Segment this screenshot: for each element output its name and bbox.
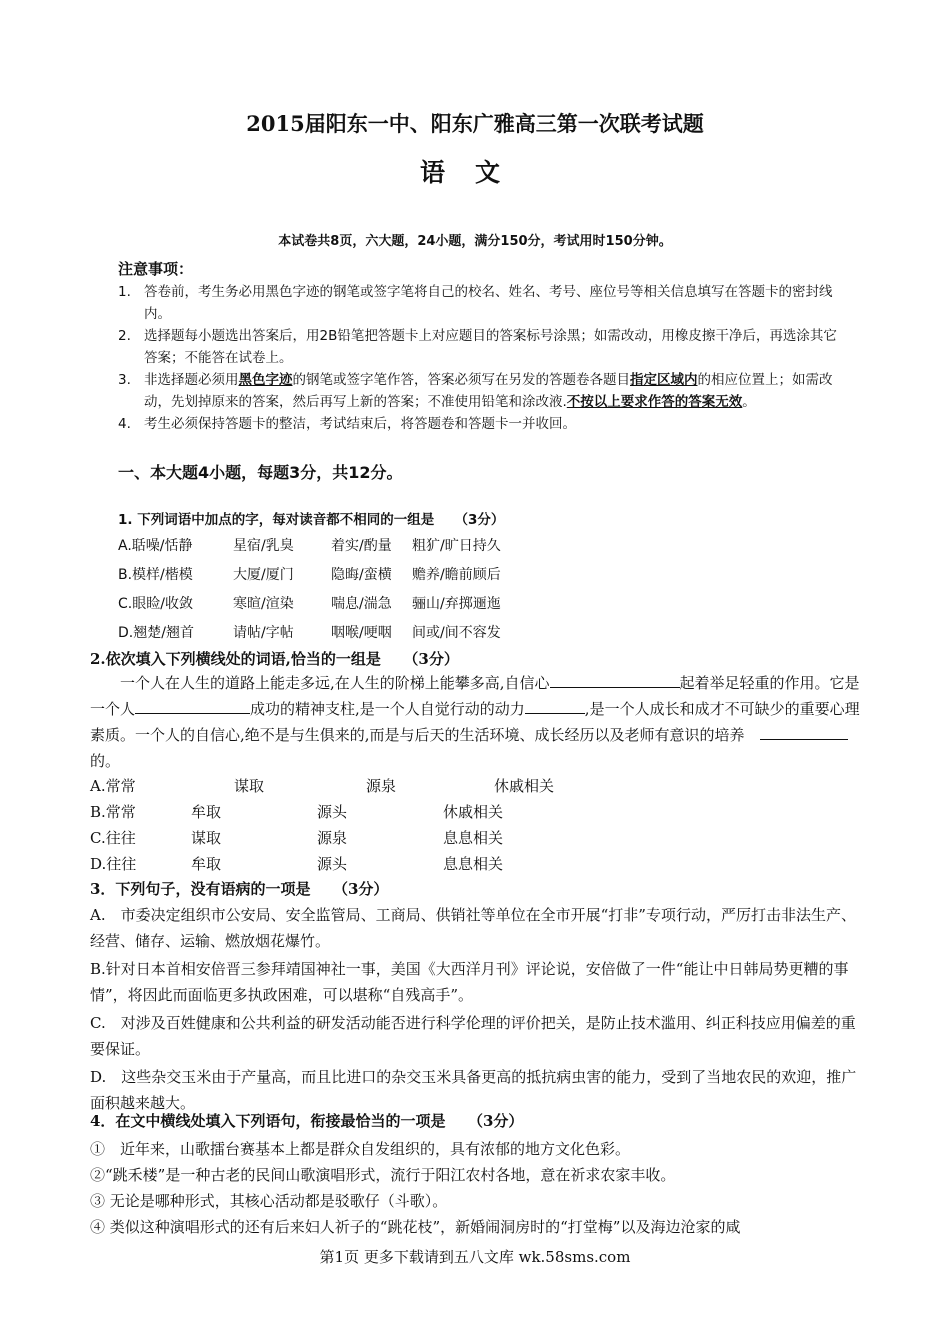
sentence-item: ②“跳禾楼”是一种古老的民间山歌演唱形式，流行于阳江农村各地，意在祈求农家丰收。	[90, 1166, 676, 1184]
question-3-stem: 3．下列句子，没有语病的一项是 （3分）	[90, 880, 389, 898]
sentence-item: ① 近年来，山歌擂台赛基本上都是群众自发组织的，具有浓郁的地方文化色彩。	[90, 1140, 631, 1158]
option-cell: 谋取	[191, 828, 222, 847]
question-3-options	[90, 902, 860, 1118]
option-a: A. 市委决定组织市公安局、安全监管局、工商局、供销社等单位在全市开展“打非”专项行动，严厉打击非法生产、经营、储存、运输、燃放烟花爆竹。	[90, 906, 856, 950]
option-cell: 赡养/瞻前顾后	[412, 566, 501, 583]
option-cell: 喘息/湍急	[331, 595, 392, 612]
option-cell: 息息相关	[443, 854, 504, 873]
option-row	[90, 850, 614, 876]
notes-block	[118, 258, 838, 435]
note-text: 的相应位置上；如需改动，先划掉原来的答案，然后再写上新的答案；不准使用铅笔和涂改液.	[144, 372, 833, 410]
option-cell: C.眼睑/收敛	[118, 595, 193, 612]
question-4-items	[90, 1136, 860, 1240]
question-1-stem: 1. 下列词语中加点的字，每对读音都不相同的一组是 （3分）	[118, 512, 505, 528]
option-cell: 粗犷/旷日持久	[412, 537, 501, 554]
question-2-options	[90, 772, 614, 876]
passage-text: 一个人在人生的道路上能走多远,在人生的阶梯上能攀多高,自信心	[120, 674, 550, 692]
fill-blank-4	[760, 723, 848, 740]
option-b: B.针对日本首相安倍晋三参拜靖国神社一事，美国《大西洋月刊》评论说，安倍做了一件“能让中日韩局势更糟的事情”，将因此而面临更多执政困难，可以堪称“自残高手”。	[90, 960, 849, 1004]
note-number: 3.	[118, 372, 131, 388]
option-cell: D.翘楚/翘首	[118, 624, 194, 641]
option-cell: 大厦/厦门	[233, 566, 294, 583]
option-row	[90, 798, 614, 824]
option-cell: 寒暄/渲染	[233, 595, 294, 612]
question-2-passage	[90, 670, 860, 774]
fill-blank-2	[135, 697, 250, 714]
option-cell: 源头	[317, 854, 348, 873]
note-text: 非选择题必须用	[144, 372, 239, 388]
note-text: 的钢笔或签字笔作答，答案必须写在另发的答题卷各题目	[292, 372, 630, 388]
note-text: 选择题每小题选出答案后，用2B铅笔把答题卡上对应题目的答案标号涂黑；如需改动，用橡皮擦干净后，再选涂其它答案；不能答在试卷上。	[144, 328, 837, 366]
note-text: 。	[742, 394, 756, 410]
option-cell: 牟取	[191, 802, 222, 821]
option-row	[118, 530, 592, 559]
option-cell: 请帖/字帖	[233, 624, 294, 641]
option-row	[118, 617, 592, 646]
option-cell: 着实/酌量	[331, 537, 392, 554]
option-cell: B.常常	[90, 802, 136, 821]
note-number: 2.	[118, 328, 131, 344]
note-text: 考生必须保持答题卡的整洁，考试结束后，将答题卷和答题卡一并收回。	[144, 416, 576, 432]
note-emphasis: 黑色字迹	[238, 372, 293, 388]
option-cell: 骊山/弃掷逦迤	[412, 595, 501, 612]
note-emphasis: 指定区域内	[630, 372, 698, 388]
option-cell: A.聒噪/恬静	[118, 537, 193, 554]
option-cell: B.模样/楷模	[118, 566, 193, 583]
passage-text: 起着举足轻重的作用。它是一个人	[90, 674, 860, 718]
page-footer: 第1页 更多下载请到五八文库 wk.58sms.com	[319, 1248, 631, 1266]
option-cell: D.往往	[90, 854, 137, 873]
option-cell: 源头	[317, 802, 348, 821]
note-item	[118, 281, 838, 325]
option-cell: 源泉	[366, 776, 397, 795]
note-emphasis: 不按以上要求作答的答案无效	[566, 394, 743, 410]
note-number: 1.	[118, 284, 131, 300]
option-cell: A.常常	[90, 776, 136, 795]
notes-heading: 注意事项：	[118, 260, 194, 278]
passage-text: 成功的精神支柱,是一个人自觉行动的动力	[250, 700, 525, 718]
note-number: 4.	[118, 416, 131, 432]
exam-title: 2015届阳东一中、阳东广雅高三第一次联考试题	[246, 111, 704, 136]
question-1-options	[118, 530, 592, 646]
fill-blank-3	[525, 697, 585, 714]
sentence-item: ③ 无论是哪种形式，其核心活动都是驳歌仔（斗歌）。	[90, 1192, 448, 1210]
option-row	[118, 559, 592, 588]
option-cell: 牟取	[191, 854, 222, 873]
question-2-stem: 2.依次填入下列横线处的词语,恰当的一组是 （3分）	[90, 650, 459, 668]
question-4-stem: 4．在文中横线处填入下列语句，衔接最恰当的一项是 （3分）	[90, 1112, 524, 1130]
option-cell: 休戚相关	[494, 776, 555, 795]
option-cell: 星宿/乳臭	[233, 537, 294, 554]
option-d: D. 这些杂交玉米由于产量高，而且比进口的杂交玉米具备更高的抵抗病虫害的能力，受到了当地农民的欢迎，推广面积越来越大。	[90, 1068, 857, 1112]
option-cell: 源泉	[317, 828, 348, 847]
option-cell: 休戚相关	[443, 802, 504, 821]
fill-blank-1	[550, 671, 680, 688]
section-heading: 一、本大题4小题，每题3分，共12分。	[118, 463, 403, 482]
option-cell: 息息相关	[443, 828, 504, 847]
option-cell: 间或/间不容发	[412, 624, 501, 641]
note-text: 答卷前，考生务必用黑色字迹的钢笔或签字笔将自己的校名、姓名、考号、座位号等相关信息填写在答题卡的密封线内。	[144, 284, 833, 322]
option-cell: 咽喉/哽咽	[331, 624, 392, 641]
sentence-item: ④ 类似这种演唱形式的还有后来妇人祈子的“跳花枝”，新婚闹洞房时的“打堂梅”以及海边沧家的咸	[90, 1218, 741, 1236]
passage-text: ,是一个人成长和成才不可缺少的重要心理素质。一个人的自信心,绝不是与生俱来的,而是与后天的生活环境、成长经历以及老师有意识的培养	[90, 700, 860, 744]
option-cell: 谋取	[234, 776, 265, 795]
note-item	[118, 413, 838, 435]
option-row	[118, 588, 592, 617]
option-cell: C.往往	[90, 828, 136, 847]
option-c: C. 对涉及百姓健康和公共利益的研发活动能否进行科学伦理的评价把关，是防止技术滥用、纠正科技应用偏差的重要保证。	[90, 1014, 856, 1058]
passage-text: 的。	[90, 752, 121, 770]
option-row	[90, 824, 614, 850]
exam-info: 本试卷共8页，六大题，24小题，满分150分，考试用时150分钟。	[278, 234, 672, 249]
note-item	[118, 325, 838, 369]
subject-title: 语文	[419, 158, 530, 187]
note-item	[118, 369, 838, 413]
option-row	[90, 772, 614, 798]
option-cell: 隐晦/蛮横	[331, 566, 392, 583]
